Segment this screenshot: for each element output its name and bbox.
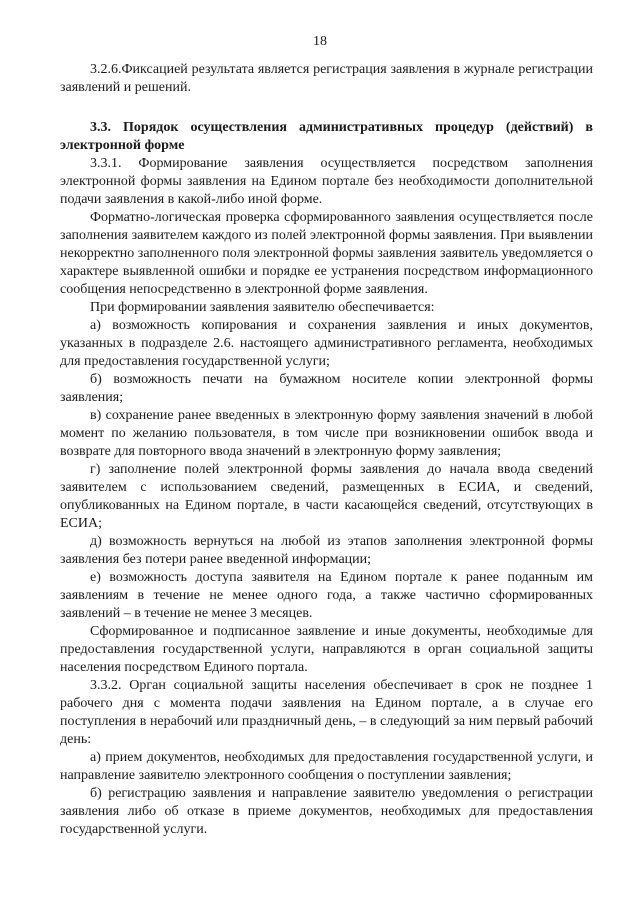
paragraph-3-3-2: 3.3.2. Орган социальной защиты населения обеспечивает в срок не позднее 1 рабочего дня с момента подачи заявления на Едином портале, а в случае его поступления в нерабочий или праздничный день, – в следующий за ним первый рабочий день:	[60, 678, 593, 747]
list-item-d: д) возможность вернуться на любой из этапов заполнения электронной формы заявления без потери ранее введенной информации;	[60, 534, 593, 567]
list-item-2-b: б) регистрацию заявления и направление заявителю уведомления о регистрации заявления либо об отказе в приеме документов, необходимых для предоставления государственной услуги.	[60, 786, 593, 837]
document-body	[60, 61, 593, 839]
list-item-2-a: а) прием документов, необходимых для предоставления государственной услуги, и направление заявителю электронного сообщения о поступлении заявления;	[60, 750, 593, 783]
paragraph-provides-intro: При формировании заявления заявителю обеспечивается:	[90, 300, 435, 315]
section-heading-3-3: 3.3. Порядок осуществления административных процедур (действий) в электронной форме	[60, 120, 593, 153]
list-item-a: а) возможность копирования и сохранения заявления и иных документов, указанных в подразделе 2.6. настоящего административного регламента, необходимых для предоставления государственной услуги;	[60, 318, 593, 369]
list-item-g: г) заполнение полей электронной формы заявления до начала ввода сведений заявителем с использованием сведений, размещенных в ЕСИА, и сведений, опубликованных на Едином портале, в части касающейся сведений, отсутствующих в ЕСИА;	[60, 462, 593, 531]
paragraph-format-check: Форматно-логическая проверка сформированного заявления осуществляется после заполнения заявителем каждого из полей электронной формы заявления. При выявлении некорректно заполненного поля электронной формы заявления заявитель уведомляется о характере выявленной ошибки и порядке ее устранения посредством информационного сообщения непосредственно в электронной форме заявления.	[60, 210, 593, 297]
list-item-e: е) возможность доступа заявителя на Едином портале к ранее поданным им заявлениям в течение не менее одного года, а также частично сформированных заявлений – в течение не менее 3 месяцев.	[60, 570, 593, 621]
list-item-v: в) сохранение ранее введенных в электронную форму заявления значений в любой момент по желанию пользователя, в том числе при возникновении ошибок ввода и возврате для повторного ввода значений в электронную форму заявления;	[60, 408, 593, 459]
page-number: 18	[313, 34, 327, 49]
paragraph-submitted-documents: Сформированное и подписанное заявление и иные документы, необходимые для предоставления государственной услуги, направляются в орган социальной защиты населения посредством Единого портала.	[60, 624, 593, 675]
paragraph-3-2-6: 3.2.6.Фиксацией результата является регистрация заявления в журнале регистрации заявлений и решений.	[60, 62, 593, 95]
list-item-b: б) возможность печати на бумажном носителе копии электронной формы заявления;	[60, 372, 593, 405]
paragraph-3-3-1: 3.3.1. Формирование заявления осуществляется посредством заполнения электронной формы заявления на Едином портале без необходимости дополнительной подачи заявления в какой-либо иной форме.	[60, 156, 593, 207]
